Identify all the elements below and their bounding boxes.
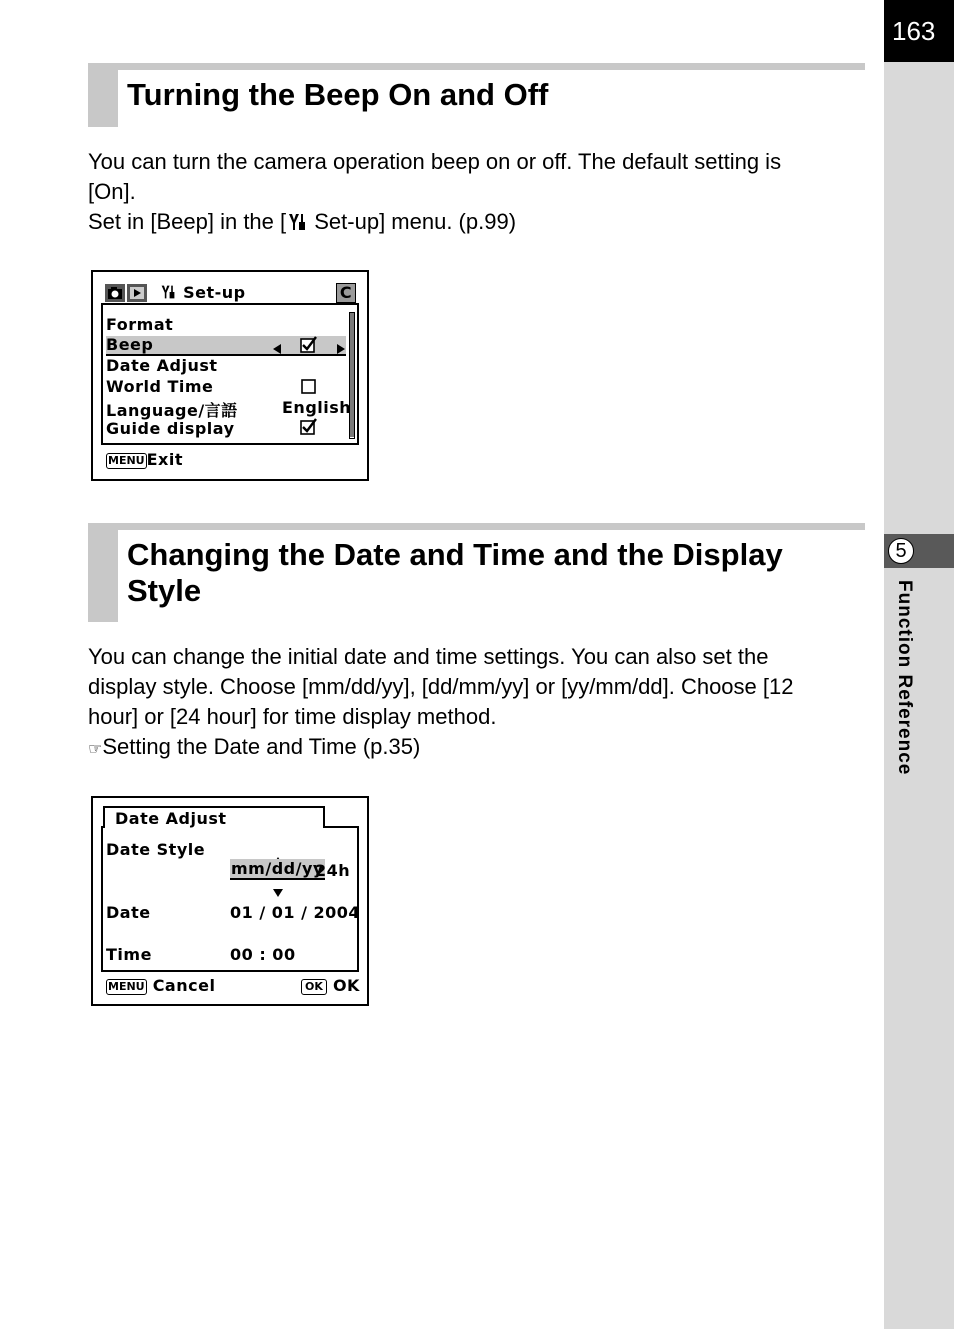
menu-item-world-time[interactable]: World Time <box>106 377 214 396</box>
menu-item-beep[interactable]: Beep <box>106 335 154 354</box>
date-adjust-title: Date Adjust <box>115 809 227 828</box>
menu-item-format[interactable]: Format <box>106 315 174 334</box>
date-label: Date <box>106 903 151 922</box>
world-time-checkbox[interactable] <box>301 379 316 398</box>
menu-item-guide-display[interactable]: Guide display <box>106 419 235 438</box>
date-style-value[interactable]: mm/dd/yy <box>231 859 324 878</box>
chapter-title: Function Reference <box>894 580 915 776</box>
down-arrow-icon[interactable] <box>273 882 283 901</box>
section1-line2: [On]. <box>88 179 136 204</box>
section2-title-line1: Changing the Date and Time and the Display <box>127 537 783 572</box>
section1-line1: You can turn the camera operation beep on or off. The default setting is <box>88 149 782 174</box>
ok-control[interactable]: OK OK <box>301 976 360 995</box>
menu-item-date-adjust[interactable]: Date Adjust <box>106 356 218 375</box>
setup-menu-title: Set-up <box>159 283 246 302</box>
time-label: Time <box>106 945 152 964</box>
custom-badge: C <box>336 283 356 303</box>
section2-body <box>88 642 868 764</box>
wrench-icon <box>286 212 308 232</box>
section2-line3: hour] or [24 hour] for time display method. <box>88 704 497 729</box>
beep-checkbox[interactable] <box>300 336 317 357</box>
section2-line1: You can change the initial date and time settings. You can also set the <box>88 644 769 669</box>
right-arrow-icon[interactable] <box>337 339 345 358</box>
language-value: English <box>282 398 352 417</box>
page-number: 163 <box>884 0 954 62</box>
scrollbar[interactable] <box>349 312 355 439</box>
left-arrow-icon[interactable] <box>273 339 281 358</box>
date-style-label: Date Style <box>106 840 206 859</box>
section1-body <box>88 147 868 237</box>
time-value[interactable]: 00 : 00 <box>230 945 296 964</box>
section2-reference[interactable]: ☞Setting the Date and Time (p.35) <box>88 734 421 759</box>
date-adjust-frame-top <box>323 826 359 828</box>
cancel-control[interactable]: MENU Cancel <box>108 976 216 995</box>
menu-key-icon: MENU <box>108 454 145 467</box>
hour-format-value[interactable]: 24h <box>315 861 351 880</box>
scrollbar-thumb[interactable] <box>350 313 354 437</box>
menu-item-language[interactable]: Language/言語 <box>106 401 238 420</box>
section2-line2: display style. Choose [mm/dd/yy], [dd/mm/yy] or [yy/mm/dd]. Choose [12 <box>88 674 794 699</box>
section1-line3: Set in [Beep] in the [ Set-up] menu. (p.99) <box>88 209 517 234</box>
date-adjust-screen <box>91 796 369 1006</box>
section2-title-line2: Style <box>127 573 202 608</box>
setup-menu-screen <box>91 270 369 481</box>
wrench-icon <box>159 284 177 300</box>
chapter-number: 5 <box>888 538 914 564</box>
section1-title: Turning the Beep On and Off <box>127 77 549 112</box>
date-value[interactable]: 01 / 01 / 2004 <box>230 903 361 922</box>
section2-title <box>127 537 783 609</box>
pointing-hand-icon: ☞ <box>88 739 103 758</box>
exit-control[interactable]: MENU Exit <box>108 450 183 469</box>
menu-key-icon: MENU <box>108 980 145 993</box>
guide-display-checkbox[interactable] <box>300 418 317 439</box>
ok-key-icon: OK <box>301 979 327 995</box>
